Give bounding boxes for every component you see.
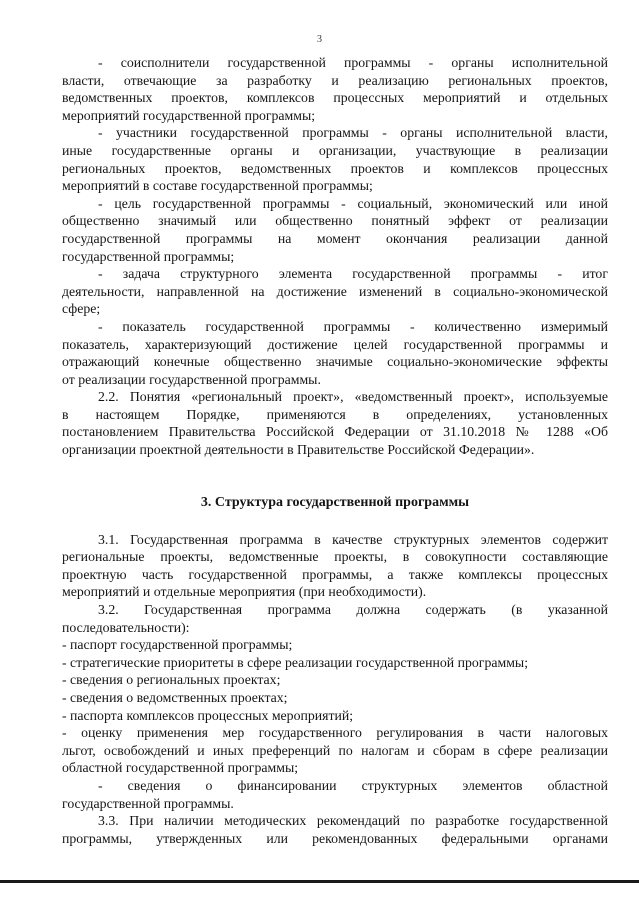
text-line: постановлением Правительства Российской Федерации от 31.10.2018 № 1288 «Об bbox=[62, 424, 608, 440]
structure-section bbox=[62, 531, 608, 848]
text-line: общественно значимый или общественно понятный эффект от реализации bbox=[62, 213, 608, 229]
list-item: - стратегические приоритеты в сфере реализации государственной программы; bbox=[62, 654, 529, 670]
text-line: государственной программы на момент окончания реализации данной bbox=[62, 230, 608, 246]
document-body bbox=[62, 54, 608, 847]
text-line: мероприятий в составе государственной программы; bbox=[62, 178, 373, 194]
text-line: 3.2. Государственная программа должна содержать (в указанной bbox=[98, 602, 608, 618]
text-line: государственной программы; bbox=[62, 248, 235, 264]
text-line: в настоящем Порядке, применяются в определениях, установленных bbox=[62, 406, 608, 422]
text-line: 3.3. При наличии методических рекомендаций по разработке государственной bbox=[98, 813, 608, 829]
list-item: - паспорта комплексов процессных мероприятий; bbox=[62, 707, 354, 723]
text-line: проектную часть государственной программы, а также комплексы процессных bbox=[62, 566, 608, 582]
text-line: ведомственных проектов, комплексов процессных мероприятий и отдельных bbox=[62, 90, 608, 106]
text-line: льгот, освобождений и иных преференций по налогам и сборам в сфере реализации bbox=[62, 742, 608, 758]
text-line: отражающий конечные общественно значимые социально-экономические эффекты bbox=[62, 354, 608, 370]
text-line: мероприятий государственной программы; bbox=[62, 107, 316, 123]
section-heading: 3. Структура государственной программы bbox=[200, 494, 470, 510]
text-line: региональных проектов, ведомственных проектов и комплексов процессных bbox=[62, 160, 608, 176]
text-line: от реализации государственной программы. bbox=[62, 371, 321, 387]
page-bottom-border bbox=[0, 880, 639, 883]
text-line: 2.2. Понятия «региональный проект», «ведомственный проект», используемые bbox=[98, 389, 608, 405]
text-line: областной государственной программы; bbox=[62, 760, 299, 776]
list-item: - сведения о ведомственных проектах; bbox=[62, 690, 288, 705]
text-line: государственной программы. bbox=[62, 795, 234, 811]
text-line: - цель государственной программы - социальный, экономический или иной bbox=[98, 195, 608, 211]
list-item: - сведения о региональных проектах; bbox=[62, 672, 281, 688]
section-spacer bbox=[62, 459, 608, 493]
page-number: 3 bbox=[317, 34, 322, 45]
list-item: - оценку применения мер государственного регулирования в части налоговых bbox=[62, 725, 608, 741]
text-line: сфере; bbox=[62, 301, 101, 317]
text-line: деятельности, направленной на достижение изменений в социально-экономической bbox=[62, 283, 608, 299]
list-item: - сведения о финансировании структурных элементов областной bbox=[98, 777, 608, 793]
text-line: 3.1. Государственная программа в качестве структурных элементов содержит bbox=[98, 531, 608, 547]
text-line: программы, утвержденных или рекомендованных федеральными органами bbox=[62, 830, 608, 846]
text-line: показатель, характеризующий достижение целей государственной программы и bbox=[62, 336, 608, 352]
text-line: региональные проекты, ведомственные проекты, в совокупности составляющие bbox=[62, 549, 608, 565]
text-line: иные государственные органы и организации, участвующие в реализации bbox=[62, 142, 608, 158]
definitions-section bbox=[62, 54, 608, 459]
text-line: власти, отвечающие за разработку и реализацию региональных проектов, bbox=[62, 72, 608, 88]
text-line: - соисполнители государственной программы - органы исполнительной bbox=[98, 55, 608, 70]
text-line: последовательности): bbox=[62, 619, 190, 635]
text-line: - участники государственной программы - органы исполнительной власти, bbox=[98, 125, 608, 141]
text-line: организации проектной деятельности в Правительстве Российской Федерации». bbox=[62, 442, 535, 458]
text-line: мероприятий и отдельные мероприятия (при необходимости). bbox=[62, 584, 427, 600]
text-line: - показатель государственной программы - количественно измеримый bbox=[98, 318, 608, 334]
text-line: - задача структурного элемента государственной программы - итог bbox=[98, 266, 608, 282]
section-spacer bbox=[62, 513, 608, 531]
list-item: - паспорт государственной программы; bbox=[62, 637, 293, 653]
